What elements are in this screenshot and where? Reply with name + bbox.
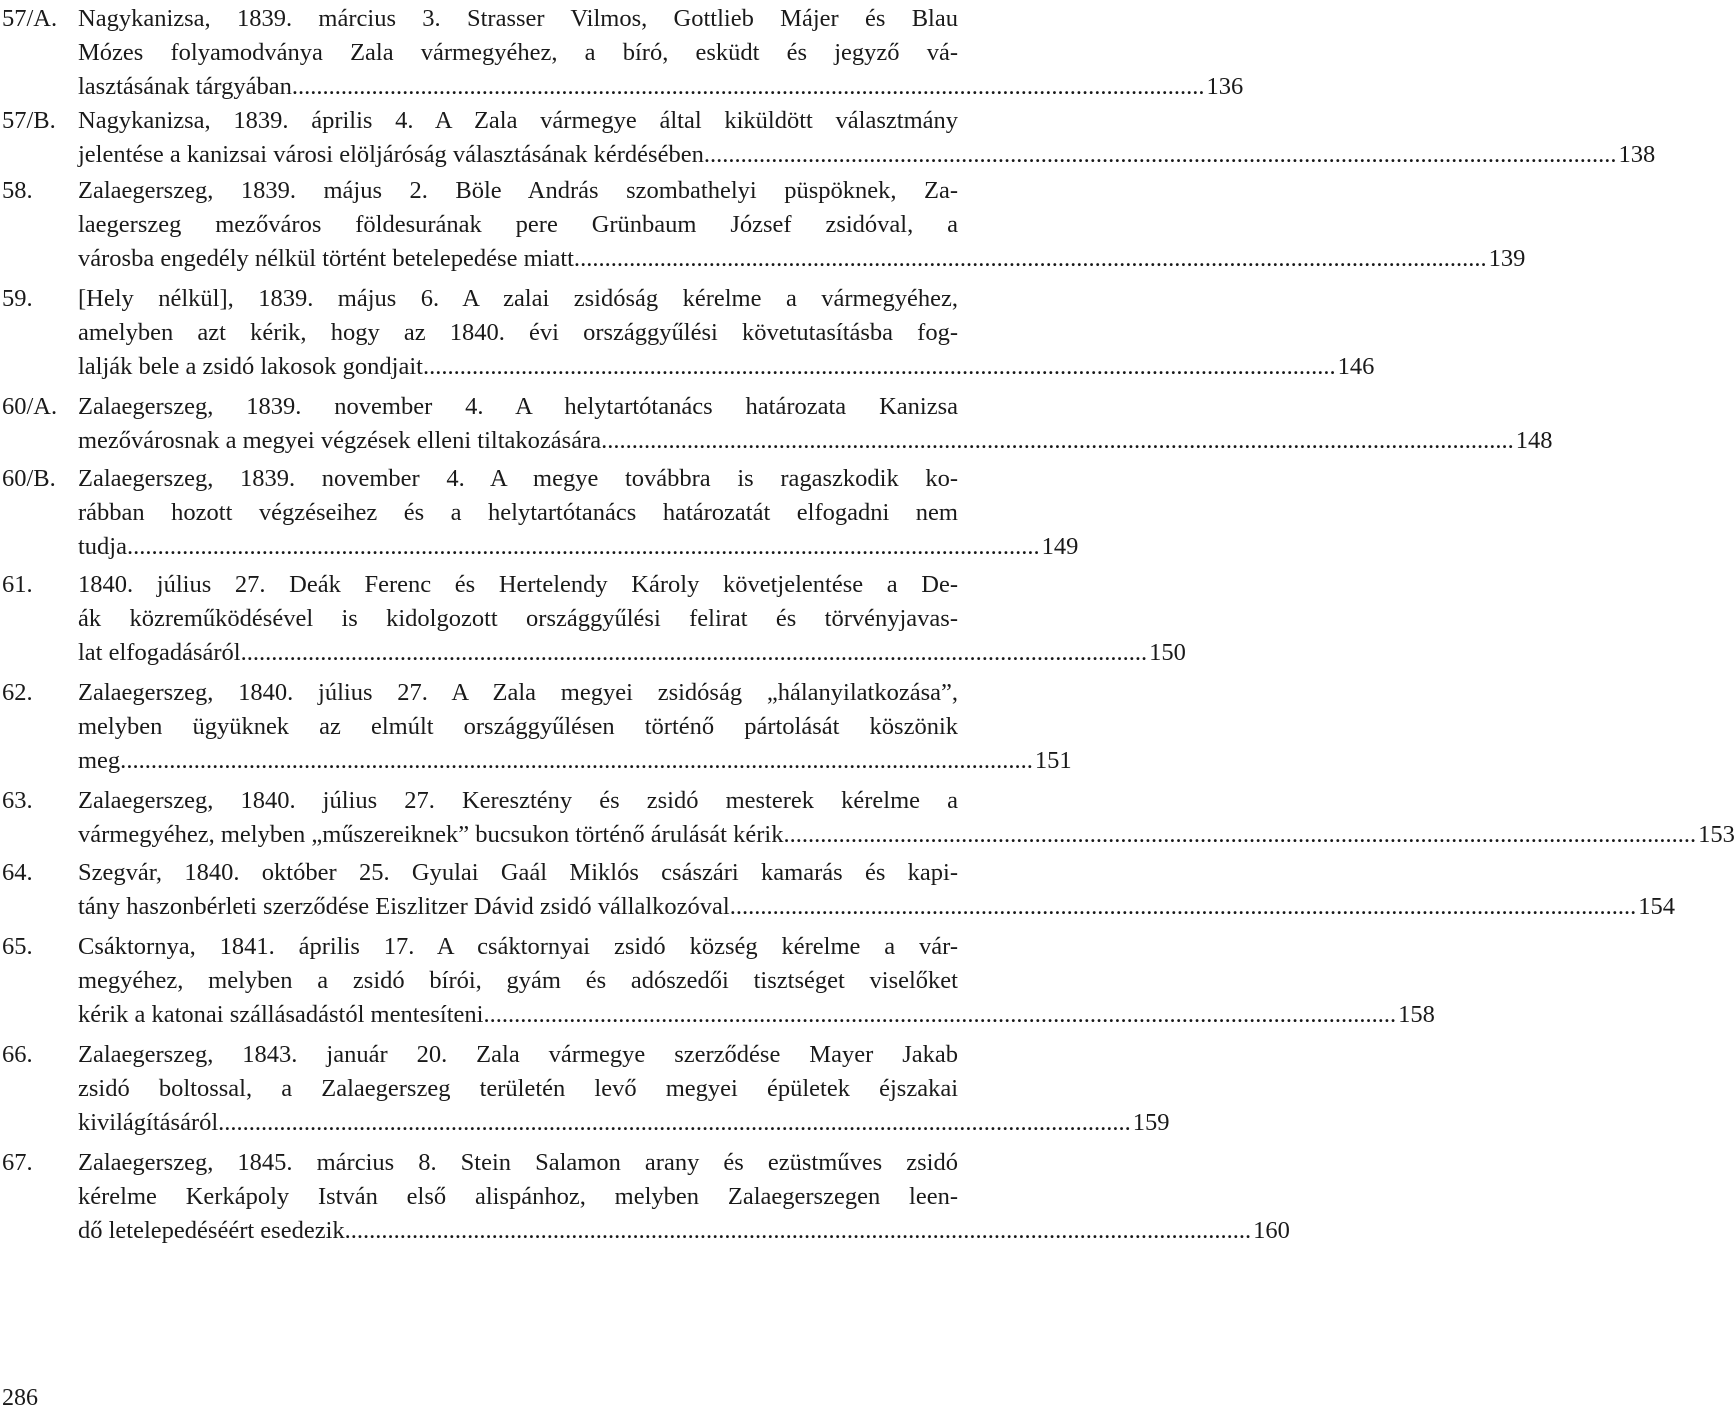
entry-number: 67. bbox=[2, 1149, 33, 1176]
entry-page: 138 bbox=[1618, 141, 1656, 168]
toc-entry bbox=[2, 104, 1656, 172]
entry-number: 64. bbox=[2, 859, 33, 886]
entry-text-line: zsidó boltossal, a Zalaegerszeg területén levő megyei épületek éjszakai bbox=[78, 1075, 958, 1102]
entry-last-line bbox=[78, 1106, 1170, 1140]
toc-entry bbox=[2, 1146, 1290, 1248]
toc-entry bbox=[2, 390, 1553, 458]
leader-dots: .................................................................................................................................................... bbox=[240, 639, 1148, 666]
toc-entry bbox=[2, 784, 1735, 852]
entry-last-line bbox=[78, 636, 1186, 670]
leader-dots: .................................................................................................................................................... bbox=[133, 533, 1040, 560]
toc-entry bbox=[2, 2, 1244, 104]
entry-page: 150 bbox=[1149, 639, 1186, 666]
entry-text-line: meg. bbox=[78, 747, 127, 774]
entry-page: 151 bbox=[1034, 747, 1072, 774]
entry-text-line: Nagykanizsa, 1839. március 3. Strasser Vilmos, Gottlieb Májer és Blau bbox=[78, 5, 958, 32]
entry-text-line: lasztásának tárgyában. bbox=[78, 73, 298, 100]
entry-text-line: vármegyéhez, melyben „műszereiknek” bucsukon történő árulását kérik. bbox=[78, 821, 790, 848]
entry-text-line: kérelme Kerkápoly István első alispánhoz, melyben Zalaegerszegen leen- bbox=[78, 1183, 958, 1210]
entry-text-line: rábban hozott végzéseihez és a helytartótanács határozatát elfogadni nem bbox=[78, 499, 958, 526]
entry-text-line: laegerszeg mezőváros földesurának pere Grünbaum József zsidóval, a bbox=[78, 211, 958, 238]
entry-text-line: Csáktornya, 1841. április 17. A csáktornyai zsidó község kérelme a vár- bbox=[78, 933, 958, 960]
entry-page: 148 bbox=[1515, 427, 1553, 454]
entry-text-line: 1840. július 27. Deák Ferenc és Hertelendy Károly követjelentése a De- bbox=[78, 571, 958, 598]
toc-entry bbox=[2, 856, 1675, 924]
entry-last-line bbox=[78, 818, 1735, 852]
leader-dots: .................................................................................................................................................... bbox=[489, 1001, 1397, 1028]
toc-entry bbox=[2, 568, 1186, 670]
entry-text-line: Zalaegerszeg, 1840. július 27. A Zala megyei zsidóság „hálanyilatkozása”, bbox=[78, 679, 958, 706]
entry-text-line: Zalaegerszeg, 1845. március 8. Stein Salamon arany és ezüstműves zsidó bbox=[78, 1149, 958, 1176]
entry-last-line bbox=[78, 350, 1375, 384]
toc-entry bbox=[2, 282, 1375, 384]
entry-number: 62. bbox=[2, 679, 33, 706]
leader-dots: .................................................................................................................................................... bbox=[297, 73, 1205, 100]
entry-text-line: Mózes folyamodványa Zala vármegyéhez, a bíró, esküdt és jegyző vá- bbox=[78, 39, 958, 66]
entry-text-line: tány haszonbérleti szerződése Eiszlitzer Dávid zsidó vállalkozóval bbox=[78, 893, 730, 920]
entry-page: 146 bbox=[1337, 353, 1375, 380]
entry-text-line: városba engedély nélkül történt betelepedése miatt. bbox=[78, 245, 581, 272]
entry-text-line: dő letelepedéséért esedezik bbox=[78, 1217, 345, 1244]
entry-text-line: Szegvár, 1840. október 25. Gyulai Gaál Miklós császári kamarás és kapi- bbox=[78, 859, 958, 886]
entry-text-line: megyéhez, melyben a zsidó bírói, gyám és adószedői tisztséget viselőket bbox=[78, 967, 958, 994]
leader-dots: .................................................................................................................................................... bbox=[429, 353, 1336, 380]
entry-number: 60/B. bbox=[2, 465, 56, 492]
entry-page: 159 bbox=[1132, 1109, 1170, 1136]
entry-text-line: Zalaegerszeg, 1839. november 4. A megye továbbra is ragaszkodik ko- bbox=[78, 465, 958, 492]
entry-text-line: Zalaegerszeg, 1839. november 4. A helytartótanács határozata Kanizsa bbox=[78, 393, 958, 420]
toc-entry bbox=[2, 174, 1526, 276]
entry-text-line: mezővárosnak a megyei végzések elleni tiltakozására. bbox=[78, 427, 608, 454]
entry-last-line bbox=[78, 138, 1656, 172]
entry-text-line: [Hely nélkül], 1839. május 6. A zalai zsidóság kérelme a vármegyéhez, bbox=[78, 285, 958, 312]
entry-page: 149 bbox=[1041, 533, 1079, 560]
entry-last-line bbox=[78, 530, 1079, 564]
entry-number: 57/B. bbox=[2, 107, 56, 134]
entry-number: 57/A. bbox=[2, 5, 58, 32]
toc-entry bbox=[2, 462, 1079, 564]
entry-last-line bbox=[78, 890, 1675, 924]
entry-text-line: Zalaegerszeg, 1840. július 27. Keresztény és zsidó mesterek kérelme a bbox=[78, 787, 958, 814]
entry-text-line: lat elfogadásáról bbox=[78, 639, 241, 666]
entry-text-line: amelyben azt kérik, hogy az 1840. évi országgyűlési követutasításba fog- bbox=[78, 319, 958, 346]
leader-dots: .................................................................................................................................................... bbox=[580, 245, 1487, 272]
entry-number: 61. bbox=[2, 571, 33, 598]
entry-last-line bbox=[78, 242, 1526, 276]
entry-number: 63. bbox=[2, 787, 33, 814]
entry-page: 154 bbox=[1638, 893, 1675, 920]
leader-dots: .................................................................................................................................................... bbox=[789, 821, 1697, 848]
leader-dots: .................................................................................................................................................... bbox=[709, 141, 1617, 168]
leader-dots: .................................................................................................................................................... bbox=[607, 427, 1514, 454]
entry-last-line bbox=[78, 744, 1072, 778]
leader-dots: .................................................................................................................................................... bbox=[729, 893, 1637, 920]
entry-text-line: tudja. bbox=[78, 533, 134, 560]
leader-dots: .................................................................................................................................................... bbox=[344, 1217, 1252, 1244]
entry-text-line: lalják bele a zsidó lakosok gondjait. bbox=[78, 353, 430, 380]
entry-last-line bbox=[78, 998, 1435, 1032]
toc-entry bbox=[2, 676, 1072, 778]
entry-text-line: Zalaegerszeg, 1843. január 20. Zala vármegye szerződése Mayer Jakab bbox=[78, 1041, 958, 1068]
entry-text-line: jelentése a kanizsai városi elöljáróság választásának kérdésében. bbox=[78, 141, 710, 168]
entry-text-line: melyben ügyüknek az elmúlt országgyűlésen történő pártolását köszönik bbox=[78, 713, 958, 740]
entry-text-line: Zalaegerszeg, 1839. május 2. Böle András szombathelyi püspöknek, Za- bbox=[78, 177, 958, 204]
entry-last-line bbox=[78, 424, 1553, 458]
toc-entry bbox=[2, 930, 1435, 1032]
entry-number: 60/A. bbox=[2, 393, 58, 420]
entry-text-line: ák közreműködésével is kidolgozott országgyűlési felirat és törvényjavas- bbox=[78, 605, 958, 632]
entry-text-line: Nagykanizsa, 1839. április 4. A Zala vármegye által kiküldött választmány bbox=[78, 107, 958, 134]
entry-page: 139 bbox=[1488, 245, 1526, 272]
entry-page: 153 bbox=[1698, 821, 1735, 848]
toc-entry bbox=[2, 1038, 1170, 1140]
entry-last-line bbox=[78, 70, 1244, 104]
entry-page: 158 bbox=[1398, 1001, 1435, 1028]
entry-text-line: kivilágításáról. bbox=[78, 1109, 225, 1136]
entry-page: 160 bbox=[1253, 1217, 1290, 1244]
entry-number: 66. bbox=[2, 1041, 33, 1068]
entry-number: 65. bbox=[2, 933, 33, 960]
entry-page: 136 bbox=[1206, 73, 1244, 100]
entry-last-line bbox=[78, 1214, 1290, 1248]
entry-number: 59. bbox=[2, 285, 33, 312]
leader-dots: .................................................................................................................................................... bbox=[126, 747, 1033, 774]
entry-number: 58. bbox=[2, 177, 33, 204]
entry-text-line: kérik a katonai szállásadástól mentesíteni. bbox=[78, 1001, 490, 1028]
leader-dots: .................................................................................................................................................... bbox=[224, 1109, 1131, 1136]
page-number: 286 bbox=[2, 1385, 38, 1411]
